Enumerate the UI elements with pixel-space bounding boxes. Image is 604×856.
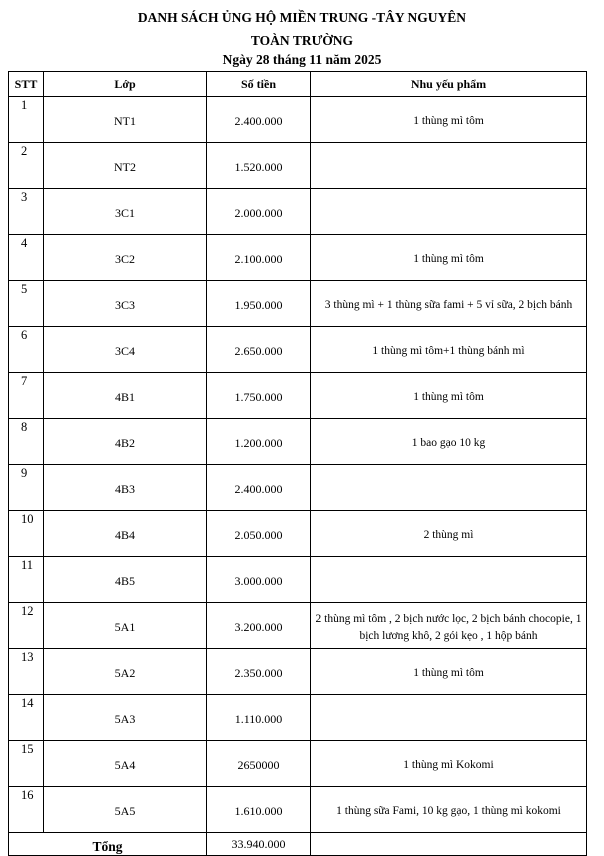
class-name: 5A4 — [44, 741, 207, 787]
class-name: 4B5 — [44, 557, 207, 603]
goods-items — [311, 465, 587, 511]
goods-items: 1 thùng mì Kokomi — [311, 741, 587, 787]
table-row — [9, 741, 587, 787]
row-number: 10 — [9, 511, 44, 557]
class-name: 3C1 — [44, 189, 207, 235]
goods-items: 2 thùng mì — [311, 511, 587, 557]
donation-amount: 2.050.000 — [207, 511, 311, 557]
donation-amount: 3.000.000 — [207, 557, 311, 603]
table-row — [9, 143, 587, 189]
goods-items — [311, 695, 587, 741]
column-header-class: Lớp — [44, 72, 207, 97]
donation-amount: 3.200.000 — [207, 603, 311, 649]
total-amount: 33.940.000 — [207, 833, 311, 856]
row-number: 14 — [9, 695, 44, 741]
class-name: 4B3 — [44, 465, 207, 511]
row-number: 4 — [9, 235, 44, 281]
column-header-amount: Số tiền — [207, 72, 311, 97]
class-name: 4B1 — [44, 373, 207, 419]
table-row — [9, 557, 587, 603]
goods-items: 1 thùng mì tôm — [311, 235, 587, 281]
total-label: Tổng — [9, 833, 207, 856]
donation-amount: 1.610.000 — [207, 787, 311, 833]
goods-items: 1 thùng mì tôm+1 thùng bánh mì — [311, 327, 587, 373]
document-date: Ngày 28 tháng 11 năm 2025 — [222, 52, 382, 67]
donation-amount: 1.110.000 — [207, 695, 311, 741]
table-header-row — [9, 72, 587, 97]
table-row — [9, 373, 587, 419]
table-row — [9, 281, 587, 327]
table-row — [9, 327, 587, 373]
class-name: 5A3 — [44, 695, 207, 741]
table-row — [9, 465, 587, 511]
goods-items: 1 thùng sữa Fami, 10 kg gạo, 1 thùng mì kokomi — [311, 787, 587, 833]
goods-items: 1 bao gạo 10 kg — [311, 419, 587, 465]
goods-items: 2 thùng mì tôm , 2 bịch nước lọc, 2 bịch bánh chocopie, 1 bịch lương khô, 2 gói kẹo , 1 hộp bánh — [311, 603, 587, 649]
row-number: 5 — [9, 281, 44, 327]
class-name: 4B4 — [44, 511, 207, 557]
total-items-cell — [311, 833, 587, 856]
table-row — [9, 511, 587, 557]
class-name: 3C3 — [44, 281, 207, 327]
donation-amount: 2650000 — [207, 741, 311, 787]
total-row — [9, 833, 587, 856]
class-name: 4B2 — [44, 419, 207, 465]
donation-amount: 1.950.000 — [207, 281, 311, 327]
class-name: NT2 — [44, 143, 207, 189]
donation-amount: 2.400.000 — [207, 465, 311, 511]
donation-amount: 1.750.000 — [207, 373, 311, 419]
goods-items: 1 thùng mì tôm — [311, 649, 587, 695]
row-number: 3 — [9, 189, 44, 235]
goods-items: 3 thùng mì + 1 thùng sữa fami + 5 vỉ sữa, 2 bịch bánh — [311, 281, 587, 327]
donation-amount: 2.100.000 — [207, 235, 311, 281]
goods-items: 1 thùng mì tôm — [311, 373, 587, 419]
table-row — [9, 695, 587, 741]
table-row — [9, 419, 587, 465]
document-subtitle: TOÀN TRƯỜNG — [250, 33, 354, 48]
class-name: 5A2 — [44, 649, 207, 695]
row-number: 1 — [9, 97, 44, 143]
goods-items — [311, 189, 587, 235]
row-number: 6 — [9, 327, 44, 373]
class-name: 3C2 — [44, 235, 207, 281]
row-number: 9 — [9, 465, 44, 511]
class-name: NT1 — [44, 97, 207, 143]
row-number: 16 — [9, 787, 44, 833]
donation-amount: 2.400.000 — [207, 97, 311, 143]
row-number: 11 — [9, 557, 44, 603]
goods-items: 1 thùng mì tôm — [311, 97, 587, 143]
column-header-items: Nhu yếu phẩm — [311, 72, 587, 97]
document-title: DANH SÁCH ỦNG HỘ MIỀN TRUNG -TÂY NGUYÊN — [137, 10, 467, 25]
class-name: 3C4 — [44, 327, 207, 373]
column-header-stt: STT — [9, 72, 44, 97]
goods-items — [311, 557, 587, 603]
table-row — [9, 97, 587, 143]
row-number: 2 — [9, 143, 44, 189]
row-number: 12 — [9, 603, 44, 649]
goods-items — [311, 143, 587, 189]
table-row — [9, 603, 587, 649]
table-row — [9, 649, 587, 695]
donation-amount: 1.520.000 — [207, 143, 311, 189]
donation-amount: 1.200.000 — [207, 419, 311, 465]
row-number: 15 — [9, 741, 44, 787]
table-body — [9, 97, 587, 833]
row-number: 7 — [9, 373, 44, 419]
donation-amount: 2.650.000 — [207, 327, 311, 373]
table-row — [9, 189, 587, 235]
table-row — [9, 235, 587, 281]
table-row — [9, 787, 587, 833]
row-number: 13 — [9, 649, 44, 695]
donation-table — [8, 71, 587, 856]
row-number: 8 — [9, 419, 44, 465]
class-name: 5A1 — [44, 603, 207, 649]
class-name: 5A5 — [44, 787, 207, 833]
donation-amount: 2.000.000 — [207, 189, 311, 235]
donation-amount: 2.350.000 — [207, 649, 311, 695]
